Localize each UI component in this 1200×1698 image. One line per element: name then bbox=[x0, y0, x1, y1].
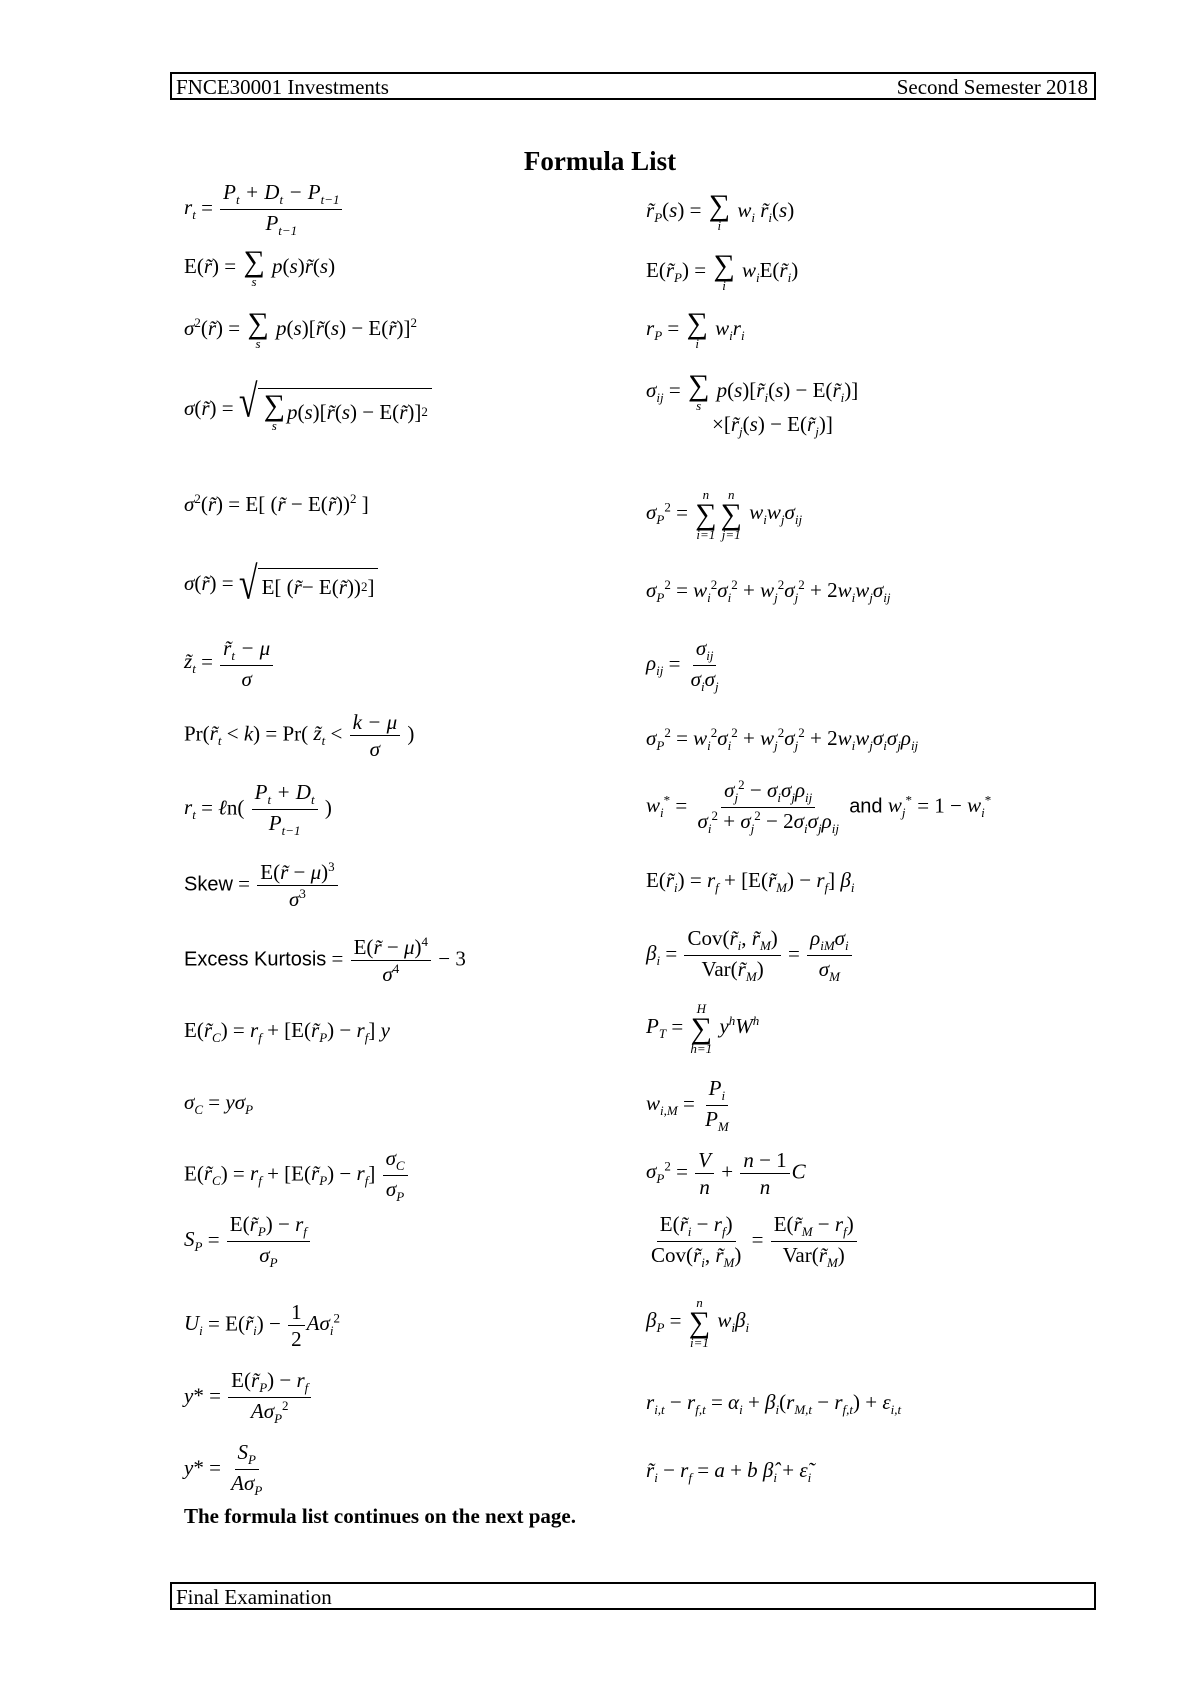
formula-beta: $\beta_i$ = $\frac{Cov(r̃_i, r̃_M)}{Var(r̃_M)}$ = $\frac{\rho_{iM}\sigma_i}{\sigma_M}$ bbox=[646, 926, 854, 985]
formula-portfolio-return-state: $r̃_P(s)$ = ∑ i $w_i$ $r̃_i(s)$ bbox=[646, 189, 795, 233]
formula-minimum-variance-weight: $w_i^*$ = $\frac{\sigma_j^2 - \sigma_i\sigma_j\rho_{ij}}{\sigma_i^2 + \sigma_j^2 - 2\sigma_i\sigma_j\rho_{ij}}$ and $w_j^* = 1 - w_i^*$ bbox=[646, 777, 992, 837]
page-footer bbox=[170, 1582, 1096, 1610]
formula-std-dev: σ(r̃) = √ ∑ s p ( s )[ r̃ ( s ) − E( r̃ )] 2 bbox=[184, 388, 432, 432]
formula-second-pass-regression: $r̃_i - r_f = a + b$ $\betâ_i$ + $\varepsiloñ_i$ bbox=[646, 1458, 812, 1486]
formula-probability: $Pr(r̃_t < k) = Pr$( $z̃_t$ < $\frac{k - \mu}{\sigma}$ ) bbox=[184, 710, 415, 762]
formula-equal-weight-variance: $\sigma_P^2$ = $\frac{V}{n}$ + $\frac{n - 1}{n}$ C bbox=[646, 1148, 806, 1200]
formula-utility: $U_i$ = $E(r̃_i)$ − $\frac{1}{2}$ $A\sigma_i^2$ bbox=[184, 1300, 340, 1352]
semester-label: Second Semester 2018 bbox=[896, 75, 1088, 99]
skew-label: Skew bbox=[184, 873, 233, 896]
formula-expected-return: E(r̃) = ∑ s p(s)r̃(s) bbox=[184, 245, 336, 289]
formula-portfolio-realized-return: $r_P$ = ∑ i $w_ir_i$ bbox=[646, 307, 745, 351]
and-label: and bbox=[849, 795, 883, 818]
continuation-note: The formula list continues on the next page. bbox=[184, 1504, 577, 1528]
formula-risk-premium-ratio: $\frac{E(r̃_i - r_f)}{Cov(r̃_i, r̃_M)}$ = $\frac{E(r̃_M - r_f)}{Var(r̃_M)}$ bbox=[646, 1212, 859, 1271]
formula-market-weight: $w_{i,M}$ = $\frac{P_i}{P_M}$ bbox=[646, 1076, 729, 1135]
formula-two-asset-variance: $\sigma_P^2 = w_i^2\sigma_i^2 + w_j^2\sigma_j^2 + 2w_iw_j\sigma_{ij}$ bbox=[646, 577, 891, 606]
formula-excess-kurtosis: Excess Kurtosis = $\frac{E(r̃ - \mu)^4}{\sigma^4}$ − 3 bbox=[184, 934, 466, 987]
formula-return: $r_t$ = $\frac{P_t + D_t - P_{t-1}}{P_{t-1}}$ bbox=[184, 180, 344, 239]
formula-log-return: $r_t$ = ℓn( $\frac{P_t + D_t}{P_{t-1}}$ ) bbox=[184, 780, 332, 839]
formula-two-asset-variance-correlation: $\sigma_P^2 = w_i^2\sigma_i^2 + w_j^2\sigma_j^2 + 2w_iw_j\sigma_i\sigma_j\rho_{ij}$ bbox=[646, 725, 919, 754]
footer-label: Final Examination bbox=[176, 1585, 332, 1609]
formula-std-dev-expectation: σ(r̃) = √ E[ ( r̃ − E( r̃ )) 2 ] bbox=[184, 568, 378, 602]
formula-portfolio-expected-return: $E(r̃_P)$ = ∑ i $w_iE(r̃_i)$ bbox=[646, 249, 799, 293]
formula-optimal-y: y* = $\frac{E(r̃_P) - r_f}{A\sigma_P^2}$ bbox=[184, 1368, 313, 1427]
formula-correlation: $\rho_{ij}$ = $\frac{\sigma_{ij}}{\sigma_i\sigma_j}$ bbox=[646, 636, 719, 695]
formula-skew: Skew = $\frac{E(r̃ - \mu)^3}{\sigma^3}$ bbox=[184, 860, 340, 911]
page-header bbox=[170, 72, 1096, 100]
course-title: FNCE30001 Investments bbox=[176, 75, 389, 99]
formula-covariance: $\sigma_{ij}$ = ∑ s $p(s)[r̃_i(s)$ − $E(r̃_i)$] $\times[r̃_j(s)$ − $E(r̃_j)$] bbox=[646, 369, 859, 440]
formula-z-score: $z̃_t$ = $\frac{r̃_t - \mu}{\sigma}$ bbox=[184, 636, 275, 691]
formula-variance: $\sigma^2(r̃)$ = ∑ s p(s)[r̃(s) − E(r̃)]$^2$ bbox=[184, 307, 417, 351]
formula-complete-portfolio-risk: $\sigma_C = y\sigma_P$ bbox=[184, 1090, 254, 1118]
formula-sharpe-ratio: $S_P$ = $\frac{E(r̃_P) - r_f}{\sigma_P}$ bbox=[184, 1212, 312, 1271]
formula-index-model: $r_{i,t} - r_{f,t} = \alpha_i + \beta_i(r_{M,t} - r_{f,t}) + \varepsilon_{i,t}$ bbox=[646, 1390, 902, 1418]
page-title: Formula List bbox=[523, 146, 677, 176]
formula-variance-expectation: $\sigma^2(r̃) = E$[ (r̃ − E(r̃))$^2$ ] bbox=[184, 491, 369, 516]
formula-market-value: $P_T$ = H ∑ h=1 $y^hW^h$ bbox=[646, 1001, 760, 1056]
formula-portfolio-variance-double-sum: $\sigma_P^2$ = n ∑ i=1 n ∑ j=1 $w_iw_j\sigma_{ij}$ bbox=[646, 487, 803, 542]
formula-cal: $E(r̃_C) = r_f$ + $[E(r̃_P) - r_f]$ $\frac{\sigma_C}{\sigma_P}$ bbox=[184, 1146, 410, 1205]
formula-portfolio-beta: $\beta_P$ = n ∑ i=1 $w_i\beta_i$ bbox=[646, 1295, 750, 1350]
formula-optimal-y-sharpe: y* = $\frac{S_P}{A\sigma_P}$ bbox=[184, 1440, 263, 1499]
formula-capm: $E(r̃_i) = r_f$ + $[E(r̃_M) - r_f]$ $\beta_i$ bbox=[646, 868, 855, 896]
excess-kurtosis-label: Excess Kurtosis bbox=[184, 948, 327, 971]
formula-complete-portfolio-return: $E(r̃_C) = r_f$ + $[E(r̃_P) - r_f]$ y bbox=[184, 1018, 390, 1046]
